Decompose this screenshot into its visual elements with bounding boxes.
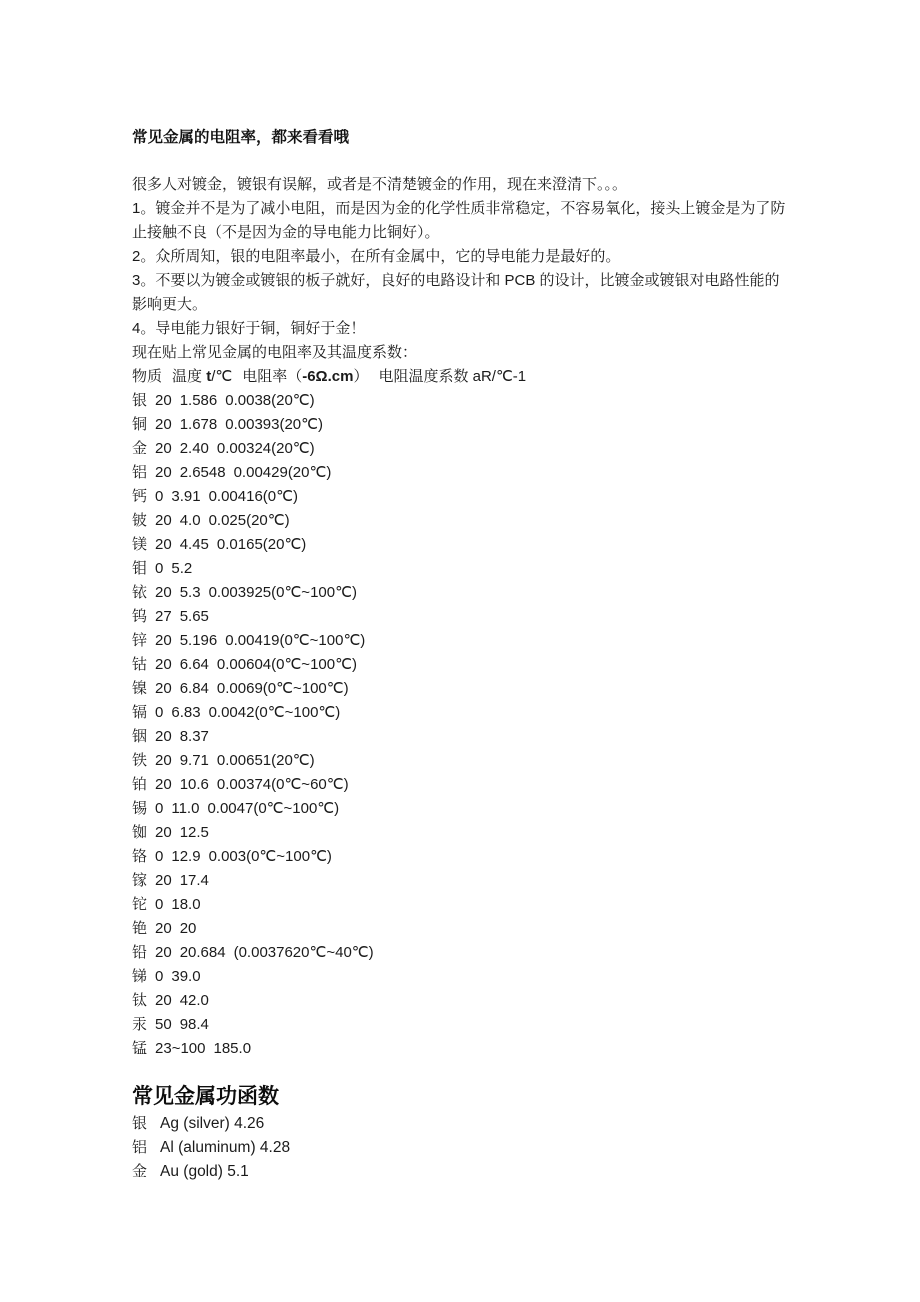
temp-coefficient-value: 0.00416(0℃) xyxy=(208,488,298,505)
resistivity-value: 1.678 xyxy=(179,416,218,433)
resistivity-row xyxy=(132,797,790,821)
resistivity-row xyxy=(132,461,790,485)
metal-name: 铷 xyxy=(132,824,148,841)
temperature-value: 0 xyxy=(155,896,164,913)
resistivity-value: 42.0 xyxy=(179,992,209,1009)
header-temp-coefficient: 电阻温度系数 aR/℃-1 xyxy=(378,368,527,385)
element-work-function: Ag (silver) 4.26 xyxy=(160,1115,265,1132)
resistivity-row xyxy=(132,581,790,605)
temp-coefficient-value: 0.0165(20℃) xyxy=(216,536,307,553)
metal-name: 钴 xyxy=(132,656,148,673)
resistivity-value: 20 xyxy=(179,920,197,937)
element-name-cn: 金 xyxy=(132,1163,148,1180)
header-temperature: 温度 t/℃ xyxy=(172,368,233,385)
intro-paragraph: 很多人对镀金，镀银有误解，或者是不清楚镀金的作用，现在来澄清下。。。 xyxy=(132,176,628,193)
resistivity-value: 5.3 xyxy=(179,584,201,601)
resistivity-row xyxy=(132,677,790,701)
temperature-value: 27 xyxy=(155,608,172,625)
temperature-value: 23~100 xyxy=(155,1040,206,1057)
temp-coefficient-value: 0.025(20℃) xyxy=(208,512,290,529)
temp-coefficient-value: 0.0047(0℃~100℃) xyxy=(207,800,340,817)
resistivity-value: 5.65 xyxy=(179,608,209,625)
metal-name: 铁 xyxy=(132,752,148,769)
temperature-value: 20 xyxy=(155,416,172,433)
metal-name: 锑 xyxy=(132,968,148,985)
metal-name: 铅 xyxy=(132,944,148,961)
temperature-value: 20 xyxy=(155,464,172,481)
resistivity-row xyxy=(132,701,790,725)
resistivity-value: 10.6 xyxy=(179,776,209,793)
resistivity-row xyxy=(132,557,790,581)
resistivity-value: 2.6548 xyxy=(179,464,226,481)
element-name-cn: 铝 xyxy=(132,1139,148,1156)
resistivity-row xyxy=(132,1013,790,1037)
metal-name: 汞 xyxy=(132,1016,148,1033)
temp-coefficient-value: 0.003(0℃~100℃) xyxy=(208,848,332,865)
metal-name: 镉 xyxy=(132,704,148,721)
temperature-value: 20 xyxy=(155,752,172,769)
metal-name: 铍 xyxy=(132,512,148,529)
resistivity-value: 9.71 xyxy=(179,752,209,769)
element-work-function: Au (gold) 5.1 xyxy=(160,1163,249,1180)
temp-coefficient-value: 0.00604(0℃~100℃) xyxy=(216,656,357,673)
resistivity-value: 18.0 xyxy=(171,896,201,913)
table-lead: 现在贴上常见金属的电阻率及其温度系数： xyxy=(132,344,418,361)
temp-coefficient-value: (0.0037620℃~40℃) xyxy=(233,944,374,961)
metal-name: 钼 xyxy=(132,560,148,577)
resistivity-value: 17.4 xyxy=(179,872,209,889)
resistivity-row xyxy=(132,749,790,773)
metal-name: 铯 xyxy=(132,920,148,937)
resistivity-value: 4.45 xyxy=(179,536,209,553)
resistivity-row xyxy=(132,509,790,533)
resistivity-list xyxy=(132,389,790,1061)
temperature-value: 20 xyxy=(155,512,172,529)
points-list xyxy=(132,197,790,341)
temperature-value: 50 xyxy=(155,1016,172,1033)
temperature-value: 20 xyxy=(155,680,172,697)
resistivity-value: 20.684 xyxy=(179,944,226,961)
resistivity-value: 3.91 xyxy=(171,488,201,505)
resistivity-value: 5.2 xyxy=(171,560,193,577)
resistivity-row xyxy=(132,629,790,653)
resistivity-row xyxy=(132,965,790,989)
temp-coefficient-value: 0.00324(20℃) xyxy=(216,440,315,457)
metal-name: 铱 xyxy=(132,584,148,601)
resistivity-value: 11.0 xyxy=(171,800,200,817)
resistivity-value: 8.37 xyxy=(179,728,209,745)
table-header xyxy=(132,365,790,389)
metal-name: 镍 xyxy=(132,680,148,697)
metal-name: 钙 xyxy=(132,488,148,505)
resistivity-row xyxy=(132,389,790,413)
resistivity-row xyxy=(132,893,790,917)
temperature-value: 20 xyxy=(155,656,172,673)
resistivity-row xyxy=(132,533,790,557)
resistivity-value: 5.196 xyxy=(179,632,218,649)
header-resistivity: 电阻率（-6Ω.cm） xyxy=(242,368,369,385)
header-substance: 物质 xyxy=(132,368,163,385)
temperature-value: 20 xyxy=(155,728,172,745)
resistivity-value: 2.40 xyxy=(179,440,209,457)
resistivity-row xyxy=(132,773,790,797)
metal-name: 铬 xyxy=(132,848,148,865)
temperature-value: 0 xyxy=(155,848,164,865)
resistivity-row xyxy=(132,989,790,1013)
temperature-value: 0 xyxy=(155,488,164,505)
point-paragraph: 3。不要以为镀金或镀银的板子就好，良好的电路设计和 PCB 的设计，比镀金或镀银对电路性能的影响更大。 xyxy=(132,272,780,313)
temperature-value: 20 xyxy=(155,824,172,841)
temperature-value: 20 xyxy=(155,584,172,601)
temperature-value: 20 xyxy=(155,440,172,457)
temp-coefficient-value: 0.00374(0℃~60℃) xyxy=(216,776,349,793)
temperature-value: 20 xyxy=(155,992,172,1009)
metal-name: 锰 xyxy=(132,1040,148,1057)
work-function-list xyxy=(132,1112,790,1184)
resistivity-value: 1.586 xyxy=(179,392,218,409)
resistivity-value: 4.0 xyxy=(179,512,201,529)
resistivity-value: 39.0 xyxy=(171,968,201,985)
resistivity-value: 6.84 xyxy=(179,680,209,697)
resistivity-row xyxy=(132,437,790,461)
metal-name: 铟 xyxy=(132,728,148,745)
element-name-cn: 银 xyxy=(132,1115,148,1132)
temperature-value: 0 xyxy=(155,800,164,817)
metal-name: 钛 xyxy=(132,992,148,1009)
point-paragraph: 1。镀金并不是为了减小电阻，而是因为金的化学性质非常稳定，不容易氧化，接头上镀金是为了防止接触不良（不是因为金的导电能力比铜好）。 xyxy=(132,200,786,241)
metal-name: 镁 xyxy=(132,536,148,553)
metal-name: 铝 xyxy=(132,464,148,481)
work-function-row xyxy=(132,1136,790,1160)
resistivity-row xyxy=(132,917,790,941)
page-title: 常见金属的电阻率，都来看看哦 xyxy=(132,129,350,146)
resistivity-value: 12.5 xyxy=(179,824,209,841)
resistivity-value: 185.0 xyxy=(213,1040,252,1057)
point-paragraph: 4。导电能力银好于铜，铜好于金！ xyxy=(132,320,366,337)
metal-name: 铊 xyxy=(132,896,148,913)
temp-coefficient-value: 0.0042(0℃~100℃) xyxy=(208,704,341,721)
resistivity-row xyxy=(132,605,790,629)
element-work-function: Al (aluminum) 4.28 xyxy=(160,1139,291,1156)
temperature-value: 0 xyxy=(155,968,164,985)
document-content xyxy=(132,126,790,1184)
temp-coefficient-value: 0.0069(0℃~100℃) xyxy=(216,680,349,697)
metal-name: 镓 xyxy=(132,872,148,889)
temp-coefficient-value: 0.003925(0℃~100℃) xyxy=(208,584,357,601)
temperature-value: 20 xyxy=(155,944,172,961)
resistivity-row xyxy=(132,1037,790,1061)
metal-name: 钨 xyxy=(132,608,148,625)
resistivity-row xyxy=(132,845,790,869)
temperature-value: 0 xyxy=(155,560,164,577)
resistivity-row xyxy=(132,485,790,509)
temperature-value: 20 xyxy=(155,872,172,889)
point-paragraph: 2。众所周知，银的电阻率最小，在所有金属中，它的导电能力是最好的。 xyxy=(132,248,621,265)
temperature-value: 20 xyxy=(155,536,172,553)
resistivity-row xyxy=(132,413,790,437)
temp-coefficient-value: 0.00419(0℃~100℃) xyxy=(225,632,366,649)
temperature-value: 20 xyxy=(155,392,172,409)
temperature-value: 0 xyxy=(155,704,164,721)
resistivity-value: 6.83 xyxy=(171,704,201,721)
metal-name: 金 xyxy=(132,440,148,457)
metal-name: 银 xyxy=(132,392,148,409)
resistivity-value: 6.64 xyxy=(179,656,209,673)
metal-name: 锡 xyxy=(132,800,148,817)
temperature-value: 20 xyxy=(155,776,172,793)
temperature-value: 20 xyxy=(155,920,172,937)
temp-coefficient-value: 0.00393(20℃) xyxy=(225,416,323,433)
work-function-row xyxy=(132,1160,790,1184)
resistivity-row xyxy=(132,821,790,845)
resistivity-value: 98.4 xyxy=(179,1016,209,1033)
metal-name: 铂 xyxy=(132,776,148,793)
temp-coefficient-value: 0.0038(20℃) xyxy=(225,392,315,409)
metal-name: 铜 xyxy=(132,416,148,433)
resistivity-row xyxy=(132,653,790,677)
resistivity-row xyxy=(132,725,790,749)
resistivity-row xyxy=(132,941,790,965)
work-function-heading: 常见金属功函数 xyxy=(132,1085,279,1108)
resistivity-value: 12.9 xyxy=(171,848,201,865)
temp-coefficient-value: 0.00429(20℃) xyxy=(233,464,332,481)
metal-name: 锌 xyxy=(132,632,148,649)
work-function-row xyxy=(132,1112,790,1136)
temp-coefficient-value: 0.00651(20℃) xyxy=(216,752,315,769)
temperature-value: 20 xyxy=(155,632,172,649)
resistivity-row xyxy=(132,869,790,893)
